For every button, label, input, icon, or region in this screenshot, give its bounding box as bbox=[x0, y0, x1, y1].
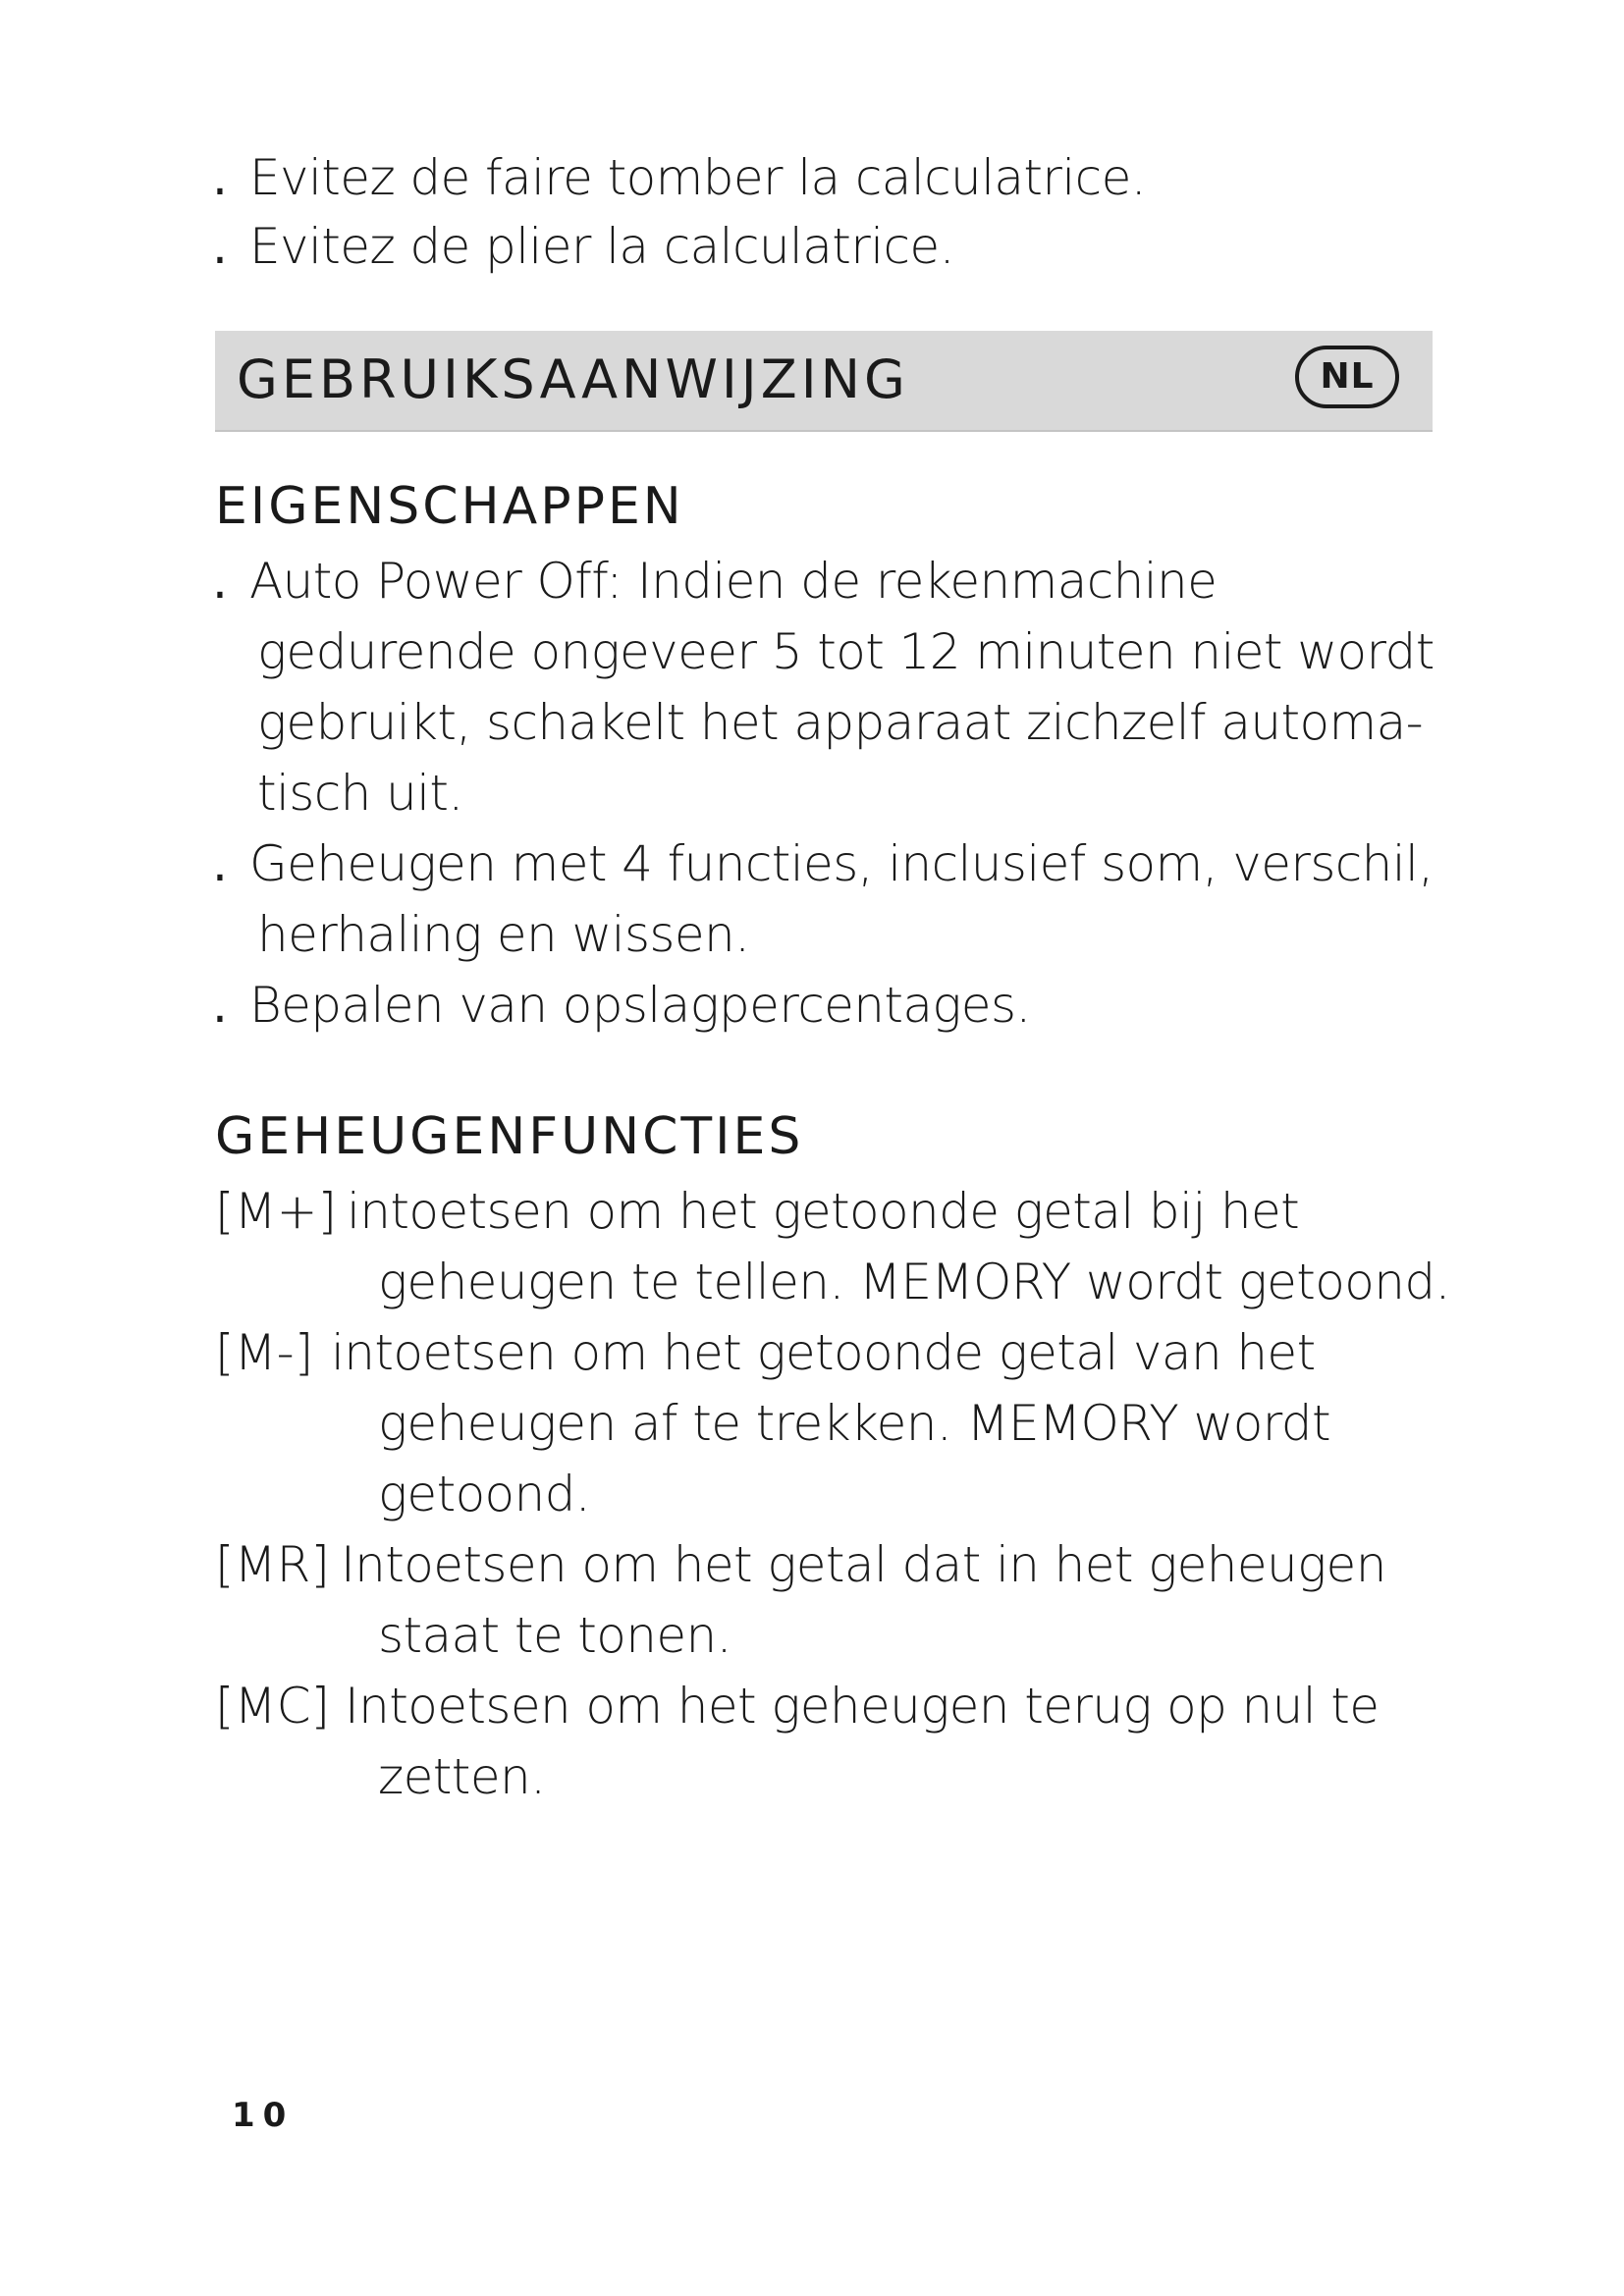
feature-bullet-dot: . bbox=[212, 835, 228, 892]
feature-text-line: herhaling en wissen. bbox=[257, 906, 750, 963]
feature-bullet-dot: . bbox=[212, 553, 228, 610]
memory-desc-line: geheugen te tellen. MEMORY wordt getoond. bbox=[378, 1254, 1450, 1310]
memory-key-mr: [MR] bbox=[215, 1536, 330, 1593]
feature-text-line: Geheugen met 4 functies, inclusief som, verschil, bbox=[249, 835, 1434, 892]
memory-desc-line: intoetsen om het getoonde getal bij het bbox=[347, 1183, 1300, 1240]
section-header-bar bbox=[215, 331, 1433, 432]
intro-bullet-text: Evitez de plier la calculatrice. bbox=[249, 218, 954, 275]
memory-desc-line: intoetsen om het getoonde getal van het bbox=[331, 1324, 1316, 1381]
memory-desc-line: getoond. bbox=[378, 1466, 591, 1522]
feature-text-line: gebruikt, schakelt het apparaat zichzelf automa- bbox=[257, 694, 1424, 751]
memory-desc-line: geheugen af te trekken. MEMORY wordt bbox=[378, 1395, 1330, 1452]
memory-desc-line: zetten. bbox=[378, 1748, 546, 1805]
heading-eigenschappen: EIGENSCHAPPEN bbox=[215, 477, 684, 536]
section-title: GEBRUIKSAANWIJZING bbox=[237, 348, 909, 410]
intro-bullet-text: Evitez de faire tomber la calculatrice. bbox=[249, 149, 1147, 206]
page-number: 10 bbox=[232, 2096, 295, 2135]
memory-key-mc: [MC] bbox=[215, 1678, 331, 1735]
intro-bullet-dot: . bbox=[212, 149, 228, 206]
memory-desc-line: Intoetsen om het geheugen terug op nul te bbox=[345, 1678, 1380, 1735]
memory-desc-line: Intoetsen om het getal dat in het geheugen bbox=[341, 1536, 1386, 1593]
intro-bullet-dot: . bbox=[212, 218, 228, 275]
feature-text-line: Bepalen van opslagpercentages. bbox=[249, 977, 1031, 1034]
memory-key-mplus: [M+] bbox=[215, 1183, 338, 1240]
feature-bullet-dot: . bbox=[212, 977, 228, 1034]
language-badge: NL bbox=[1295, 346, 1399, 408]
memory-key-mminus: [M-] bbox=[215, 1324, 314, 1381]
memory-desc-line: staat te tonen. bbox=[378, 1607, 731, 1664]
feature-text-line: gedurende ongeveer 5 tot 12 minuten niet wordt bbox=[257, 623, 1435, 680]
heading-geheugenfuncties: GEHEUGENFUNCTIES bbox=[215, 1107, 804, 1166]
feature-text-line: Auto Power Off: Indien de rekenmachine bbox=[249, 553, 1218, 610]
feature-text-line: tisch uit. bbox=[257, 765, 463, 822]
